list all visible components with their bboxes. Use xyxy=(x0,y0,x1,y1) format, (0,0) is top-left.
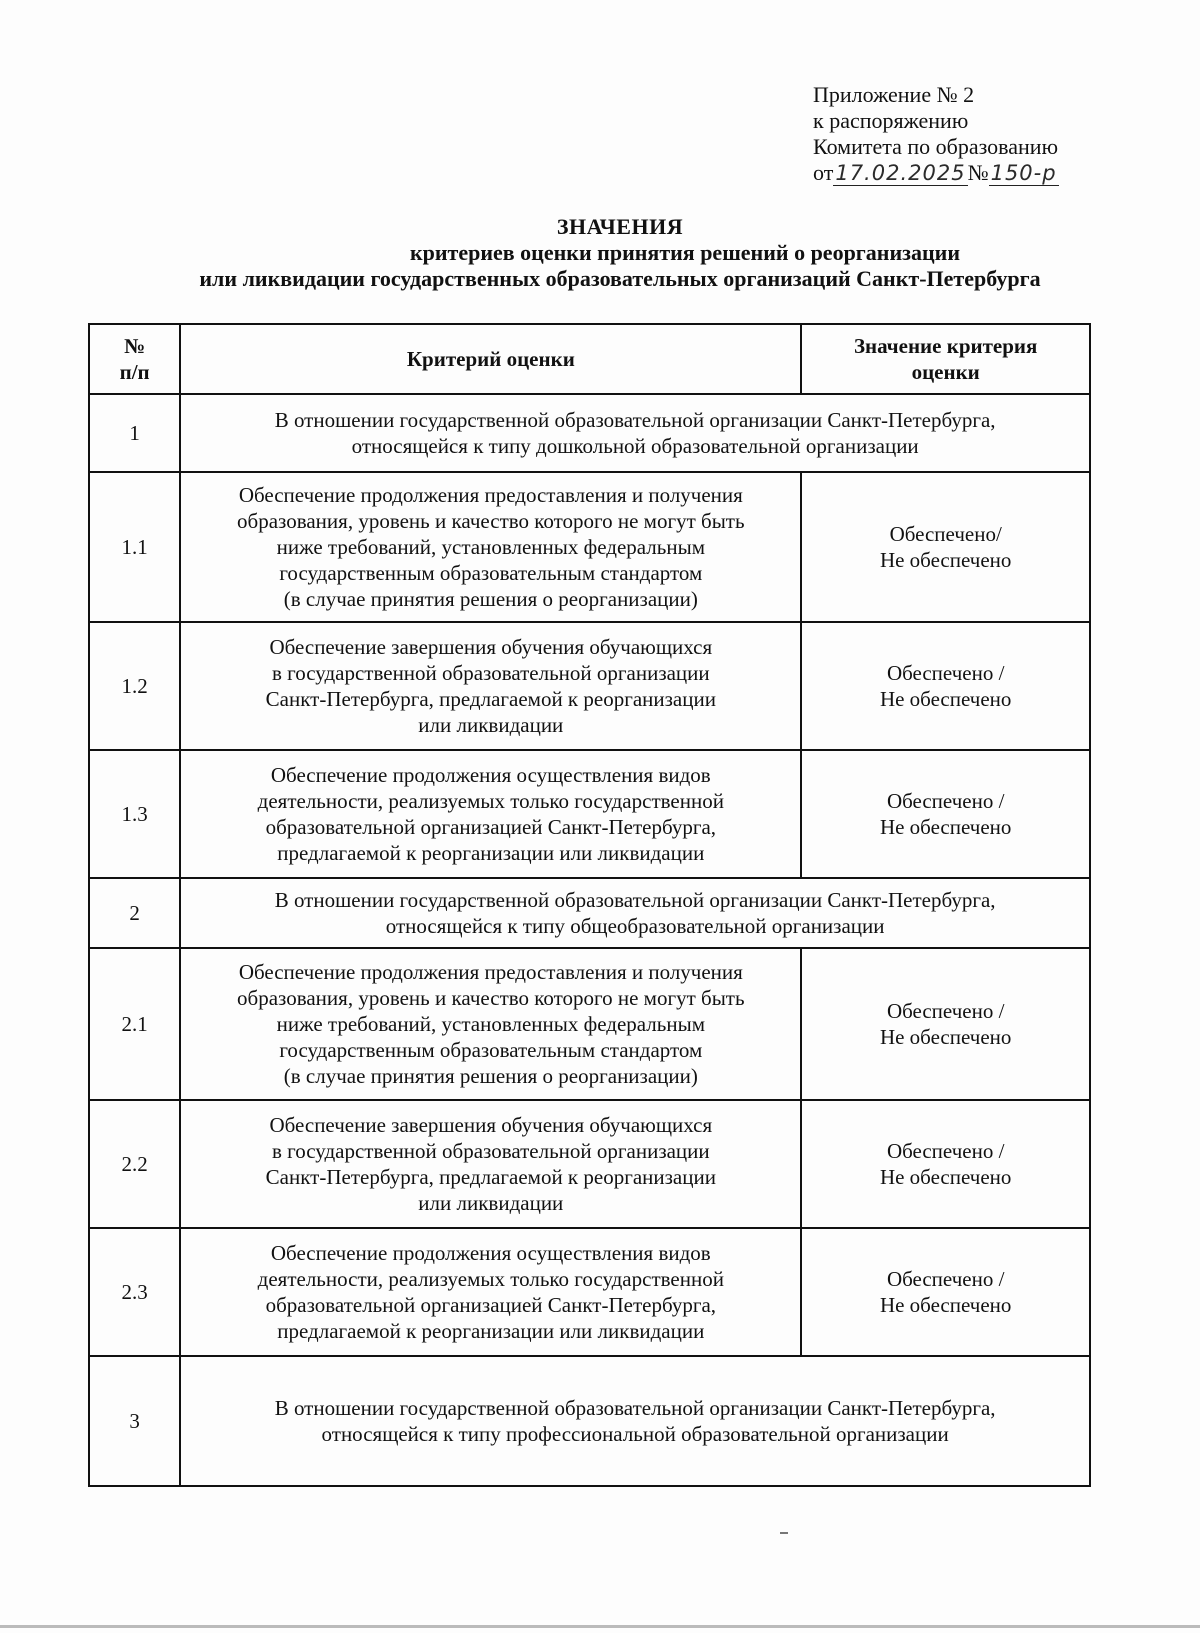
handwritten-number: 150-р xyxy=(990,161,1057,185)
title-main: ЗНАЧЕНИЯ xyxy=(556,214,684,239)
appendix-order-ref: к распоряжению xyxy=(813,108,969,133)
table-row xyxy=(89,1228,1090,1356)
handwritten-date: 17.02.2025 xyxy=(835,161,966,185)
criteria-table xyxy=(88,323,1091,1487)
row-num: 2.3 xyxy=(89,1228,180,1356)
value-cell: Обеспечено / Не обеспечено xyxy=(801,1100,1090,1228)
appendix-committee: Комитета по образованию xyxy=(813,134,1059,159)
title-line-1: критериев оценки принятия решений о реорганизации xyxy=(409,240,961,265)
table-row xyxy=(89,394,1090,472)
criterion-cell: Обеспечение продолжения предоставления и получения образования, уровень и качество которого не могут быть ниже требований, установленных федеральным государственным образовательным стандартом (в случае принятия решения о реорганизации) xyxy=(180,472,801,622)
document-title xyxy=(80,214,1160,292)
row-num: 1.2 xyxy=(89,622,180,750)
value-cell: Обеспечено / Не обеспечено xyxy=(801,622,1090,750)
table-row xyxy=(89,472,1090,622)
header-num: № п/п xyxy=(89,324,180,394)
row-num: 2 xyxy=(89,878,180,948)
criterion-cell: Обеспечение завершения обучения обучающихся в государственной образовательной организации Санкт-Петербурга, предлагаемой к реорганизации или ликвидации xyxy=(180,1100,801,1228)
table-row xyxy=(89,622,1090,750)
row-num: 3 xyxy=(89,1356,180,1486)
value-cell: Обеспечено / Не обеспечено xyxy=(801,1228,1090,1356)
criterion-cell: Обеспечение продолжения осуществления видов деятельности, реализуемых только государственной образовательной организацией Санкт-Петербурга, предлагаемой к реорганизации или ликвидации xyxy=(180,750,801,878)
table-row xyxy=(89,1100,1090,1228)
title-line-2: или ликвидации государственных образовательных организаций Санкт-Петербурга xyxy=(199,266,1041,291)
number-prefix: № xyxy=(967,160,989,185)
row-num: 2.1 xyxy=(89,948,180,1100)
table-header-row xyxy=(89,324,1090,394)
header-criterion: Критерий оценки xyxy=(180,324,801,394)
value-cell: Обеспечено/ Не обеспечено xyxy=(801,472,1090,622)
row-num: 1.1 xyxy=(89,472,180,622)
appendix-date-number xyxy=(813,160,1143,186)
table-row xyxy=(89,948,1090,1100)
from-prefix: от xyxy=(813,160,834,185)
table-row xyxy=(89,750,1090,878)
scan-speck xyxy=(780,1532,788,1534)
header-value: Значение критерия оценки xyxy=(801,324,1090,394)
scan-edge-line xyxy=(0,1625,1200,1628)
section-heading: В отношении государственной образовательной организации Санкт-Петербурга, относящейся к типу профессиональной образовательной организации xyxy=(180,1356,1090,1486)
row-num: 1 xyxy=(89,394,180,472)
section-heading: В отношении государственной образовательной организации Санкт-Петербурга, относящейся к типу дошкольной образовательной организации xyxy=(180,394,1090,472)
row-num: 2.2 xyxy=(89,1100,180,1228)
row-num: 1.3 xyxy=(89,750,180,878)
section-heading: В отношении государственной образовательной организации Санкт-Петербурга, относящейся к типу общеобразовательной организации xyxy=(180,878,1090,948)
criterion-cell: Обеспечение продолжения предоставления и получения образования, уровень и качество которого не могут быть ниже требований, установленных федеральным государственным образовательным стандартом (в случае принятия решения о реорганизации) xyxy=(180,948,801,1100)
criterion-cell: Обеспечение продолжения осуществления видов деятельности, реализуемых только государственной образовательной организацией Санкт-Петербурга, предлагаемой к реорганизации или ликвидации xyxy=(180,1228,801,1356)
table-row xyxy=(89,878,1090,948)
appendix-header xyxy=(813,82,1143,186)
value-cell: Обеспечено / Не обеспечено xyxy=(801,948,1090,1100)
table-row xyxy=(89,1356,1090,1486)
value-cell: Обеспечено / Не обеспечено xyxy=(801,750,1090,878)
appendix-number: Приложение № 2 xyxy=(813,82,975,107)
criterion-cell: Обеспечение завершения обучения обучающихся в государственной образовательной организации Санкт-Петербурга, предлагаемой к реорганизации или ликвидации xyxy=(180,622,801,750)
